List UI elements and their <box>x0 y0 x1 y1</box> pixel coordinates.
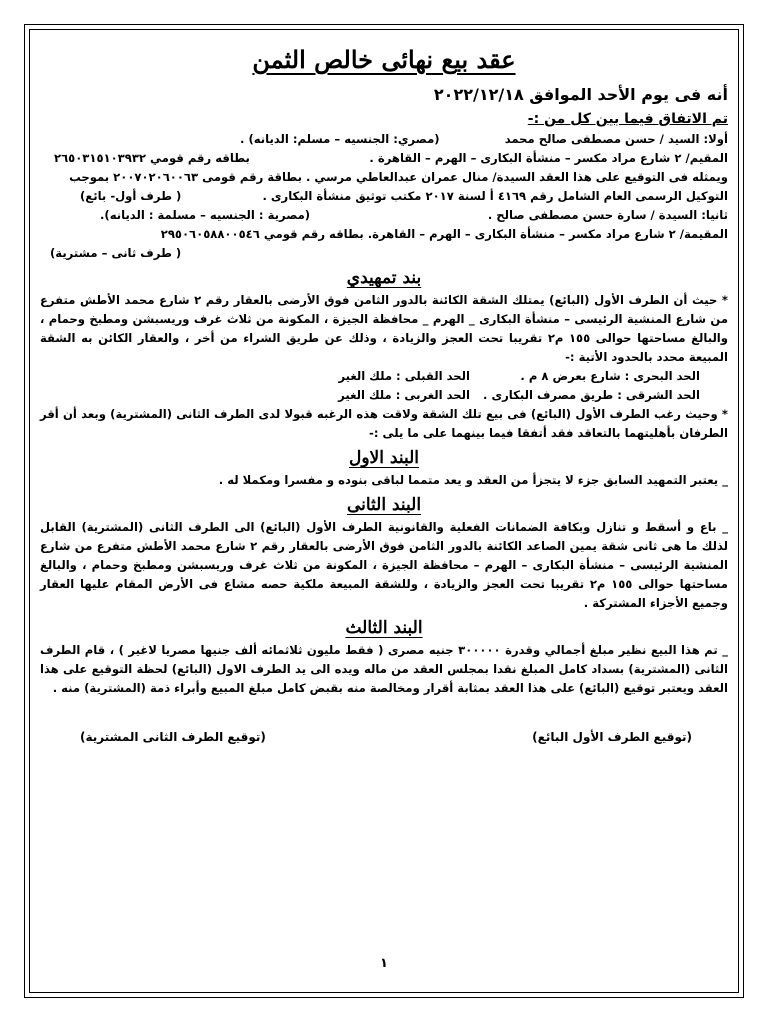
preamble-paragraph-2: * وحيث رغب الطرف الأول (البائع) فى بيع تلك الشقة ولاقت هذه الرغبه قبولا لدى الطرف الثانى (المشترية) وبعد أن أقر الطرفان بأهليتهما بالتعاقد فقد أتفقا فيما بينهما على ما يلى :- <box>40 407 728 440</box>
clause1-heading: البند الاول <box>349 448 419 468</box>
party2-address: المقيمة/ ٢ شارع مراد مكسر – منشأة البكارى – الهرم – القاهرة. بطاقه رقم قومي ٢٩٥٠٦٠٥٨٨٠٠٥٤٦ <box>160 227 728 241</box>
party1-power-of-attorney-row <box>40 187 728 206</box>
party1-name: أولا: السيد / حسن مصطفى صالح محمد <box>504 132 728 146</box>
seller-signature: (توقيع الطرف الأول البائع) <box>532 730 692 744</box>
party1-role: ( طرف أول- بائع) <box>80 189 182 203</box>
page-number: ١ <box>380 956 388 971</box>
boundary-row-2 <box>40 386 728 405</box>
party1-address: المقيم/ ٢ شارع مراد مكسر – منشأة البكارى – الهرم – القاهرة . <box>369 151 728 165</box>
party2-name-row <box>40 206 728 225</box>
clause3-heading: البند الثالث <box>345 618 423 638</box>
boundary-row-1 <box>40 367 728 386</box>
party2-role-row <box>40 244 728 263</box>
party1-name-row <box>40 130 728 149</box>
contract-date: أنه فى يوم الأحد الموافق ٢٠٢٢/١٢/١٨ <box>433 85 728 104</box>
party2-role: ( طرف ثانى – مشترية) <box>50 246 182 260</box>
boundary-east: الحد الشرقى : طريق مصرف البكارى . <box>483 388 700 402</box>
party2-info: (مصرية : الجنسيه – مسلمة : الديانه). <box>100 208 311 222</box>
clause3-text: _ تم هذا البيع نظير مبلغ أجمالي وقدرة ٣٠٠٠٠٠ جنيه مصرى ( فقط مليون ثلاثمائه ألف جنيها مصريا لاغير ) ، قام الطرف الثانى (المشترية) بسداد كامل المبلغ نقدا بمجلس العقد من ماله ويده الى يد الطرف الاول (البائع) لحظة التوقيع على هذا العقد ويعتبر توقيع (البائع) على هذا العقد بمثابة أقرار ومخالصة منه بقبض كامل مبلغ المبيع وأبراء ذمة (المشترية) منه . <box>40 643 728 695</box>
agreement-intro: تم الاتفاق فيما بين كل من :- <box>527 111 728 127</box>
party1-address-row <box>40 149 728 168</box>
clause2-text: _ باع و أسقط و تنازل وبكافة الضمانات الفعلية والقانونية الطرف الأول (البائع) الى الطرف الثانى (المشترية) القابل لذلك ما هى ثانى شقة يمين الصاعد الكائنة بالدور الثامن فوق الأرضى بالعقار رقم ٢ شارع محمد الأطش متفرع من شارع المنشية الرئيسى – منشأة البكارى – الهرم – محافظة الجيزة ، المكونة من ثلاث غرف وريسبشن ومطبخ وحمام ، والبالغ مساحتها حوالى ١٥٥ م٢ تقريبا تحت العجز والزيادة ، وللشقة المبيعة ملكية حصه مشاع فى الأرض المقام عليها العقار وجميع الأجزاء المشتركة . <box>40 520 728 610</box>
party1-poa: التوكيل الرسمى العام الشامل رقم ٤١٦٩ أ لسنة ٢٠١٧ مكتب توثيق منشأة البكارى . <box>262 189 728 203</box>
preamble-paragraph-1: * حيث أن الطرف الأول (البائع) يمتلك الشقة الكائنة بالدور الثامن فوق الأرضى بالعقار رقم ٢ شارع محمد الأطش متفرع من شارع المنشية الرئيسى – منشأة البكارى _ الهرم _ محافظة الجيزة ، المكونة من ثلاث غرف وريسبشن ومطبخ وحمام ، والبالغ مساحتها حوالى ١٥٥ م٢ تقريبا تحت العجز والزيادة ، وذلك عن طريق الشراء من أخر ، والعقار الكائن به الشقة المبيعة محدد بالحدود الأتية :- <box>40 293 728 364</box>
buyer-signature: (توقيع الطرف الثانى المشترية) <box>80 730 266 744</box>
clause1-text: _ يعتبر التمهيد السابق جزء لا يتجزأ من العقد و يعد متمما لباقى بنوده و مفسرا ومكملا له . <box>218 473 728 487</box>
clause2-heading: البند الثانى <box>346 495 422 515</box>
boundary-north: الحد البحرى : شارع بعرض ٨ م . <box>520 369 700 383</box>
party2-name: ثانيا: السيدة / سارة حسن مصطفى صالح . <box>487 208 728 222</box>
party2-address-row <box>40 225 728 244</box>
contract-body <box>40 38 728 747</box>
party1-info: (مصري: الجنسيه – مسلم: الديانه) . <box>240 132 440 146</box>
boundary-west: الحد الغربى : ملك الغير <box>338 388 470 402</box>
party1-id: بطاقه رقم قومي ٢٦٥٠٣١٥١٠٣٩٣٢ <box>54 151 250 165</box>
contract-title: عقد بيع نهائى خالص الثمن <box>252 45 516 74</box>
signature-row <box>40 728 728 747</box>
preamble-heading: بند تمهيدي <box>346 268 422 288</box>
party1-representative: ويمثله فى التوقيع على هذا العقد السيدة/ منال عمران عبدالعاطي مرسي . بطاقة رقم قومى ٢٠٠٧٠٢٠٦٠٠٦٣ بموجب <box>69 170 728 184</box>
boundary-south: الحد القبلى : ملك الغير <box>338 369 470 383</box>
